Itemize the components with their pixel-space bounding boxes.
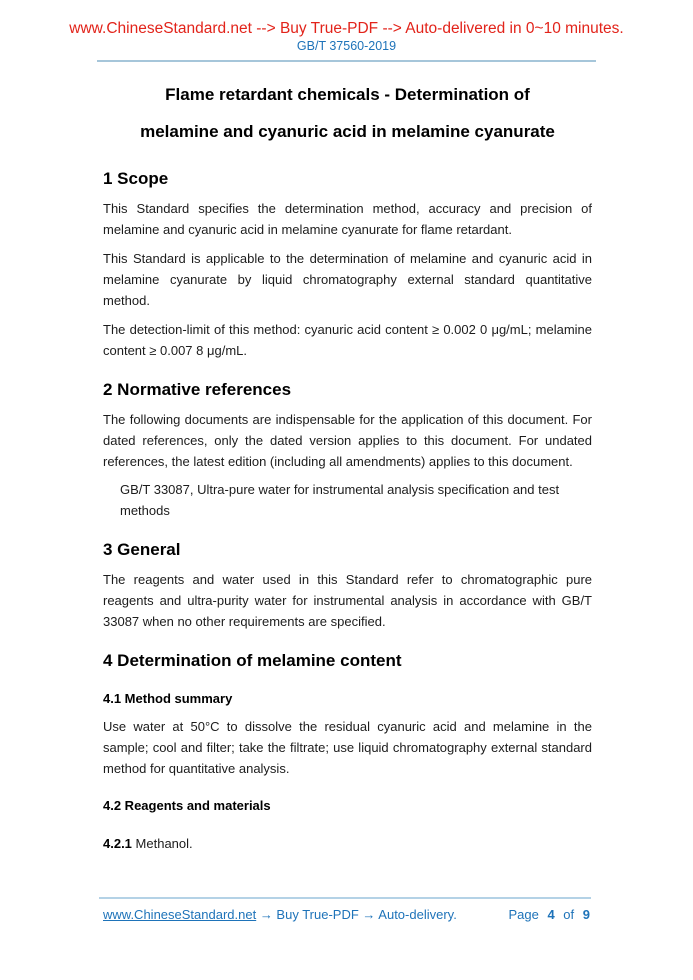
heading-scope: 1 Scope (103, 169, 169, 188)
heading-determination-melamine: 4 Determination of melamine content (103, 651, 402, 670)
footer-tagline-text: → Buy True-PDF → Auto-delivery. (256, 907, 457, 922)
standard-code: GB/T 37560-2019 (296, 39, 397, 53)
clause-number: 4.2.1 (103, 836, 132, 851)
heading-reagents-materials: 4.2 Reagents and materials (103, 798, 271, 813)
heading-general: 3 General (103, 540, 181, 559)
clause-text: Methanol. (135, 836, 193, 851)
footer-site-link[interactable]: www.ChineseStandard.net (103, 907, 257, 922)
document-title (103, 76, 592, 150)
page-word: Page (508, 907, 539, 922)
of-word: of (563, 907, 575, 922)
document-body (103, 76, 592, 853)
clause-4-2-1 (103, 835, 592, 853)
promo-link[interactable]: www.ChineseStandard.net --> Buy True-PDF --> Auto-delivered in 0~10 minutes. (69, 20, 624, 37)
heading-method-summary: 4.1 Method summary (103, 691, 233, 706)
paragraph-scope-1: This Standard specifies the determination method, accuracy and precision of melamine and cyanuric acid in melamine cyanurate for flame retardant. (103, 201, 592, 237)
paragraph-scope-2: This Standard is applicable to the determination of melamine and cyanuric acid in melamine cyanurate by liquid chromatography external standard quantitative method. (103, 251, 592, 308)
reference-entry: GB/T 33087, Ultra-pure water for instrumental analysis specification and test methods (120, 482, 560, 518)
heading-normative-references: 2 Normative references (103, 380, 292, 399)
title-line-1: Flame retardant chemicals - Determination of (165, 85, 530, 104)
page-number-current: 4 (547, 907, 555, 922)
page-number-total: 9 (582, 907, 590, 922)
paragraph-general: The reagents and water used in this Standard refer to chromatographic pure reagents and ultra-purity water for instrumental analysis in accordance with GB/T 33087 when no other requirements are specified. (103, 572, 592, 629)
title-line-2: melamine and cyanuric acid in melamine cyanurate (140, 122, 555, 141)
paragraph-method-summary: Use water at 50°C to dissolve the residual cyanuric acid and melamine in the sample; cool and filter; take the filtrate; use liquid chromatography external standard method for quantitative analysis. (103, 719, 592, 776)
paragraph-scope-3: The detection-limit of this method: cyanuric acid content ≥ 0.002 0 μg/mL; melamine content ≥ 0.007 8 μg/mL. (103, 322, 592, 358)
page-footer (0, 897, 693, 923)
footer-tagline (103, 907, 457, 923)
header-divider (97, 60, 596, 62)
page-indicator (508, 907, 590, 923)
paragraph-normative-references: The following documents are indispensable for the application of this document. For dated references, only the dated version applies to this document. For undated references, the latest edition (including all amendments) applies to this document. (103, 412, 592, 469)
footer-divider (99, 897, 591, 899)
page-header (0, 0, 693, 62)
